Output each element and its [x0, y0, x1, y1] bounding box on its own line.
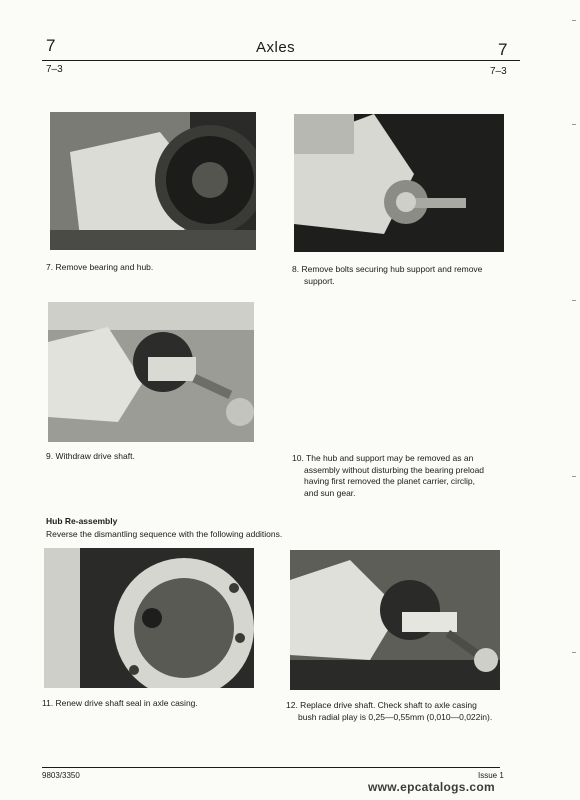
- chapter-number-left: 7: [46, 36, 56, 55]
- document-number: 9803/3350: [42, 771, 80, 780]
- step-7-caption: 7. Remove bearing and hub.: [46, 262, 154, 272]
- edge-mark: [572, 476, 576, 477]
- header-rule: [42, 60, 520, 61]
- step-12-line-2: bush radial play is 0,25—0,55mm (0,010—0,022in).: [298, 711, 493, 722]
- step-10-line-3: having first removed the planet carrier, circlip,: [304, 476, 476, 486]
- page-number-right: 7–3: [490, 66, 507, 77]
- step-12-caption: [286, 700, 492, 723]
- edge-mark: [572, 124, 576, 125]
- drive-shaft-replace-photo: [290, 550, 500, 690]
- watermark-link[interactable]: www.epcatalogs.com: [368, 780, 495, 794]
- axle-casing-seal-photo: [44, 548, 254, 688]
- hub-support-photo: [294, 114, 504, 252]
- page-title: Axles: [256, 39, 296, 56]
- step-12-line-1: 12. Replace drive shaft. Check shaft to axle casing: [286, 700, 477, 710]
- step-8-line-1: 8. Remove bolts securing hub support and remove: [292, 264, 483, 274]
- hub-and-bearing-photo: [50, 112, 256, 250]
- step-10-caption: [292, 453, 484, 499]
- edge-mark: [572, 300, 576, 301]
- section-title: Hub Re-assembly: [46, 516, 118, 526]
- footer-rule: [42, 767, 500, 768]
- edge-mark: [572, 652, 576, 653]
- step-10-line-4: and sun gear.: [304, 487, 356, 498]
- step-8-caption: [292, 264, 482, 287]
- step-10-line-2: assembly without disturbing the bearing preload: [304, 464, 485, 475]
- drive-shaft-withdraw-photo: [48, 302, 254, 442]
- section-intro: Reverse the dismantling sequence with the following additions.: [46, 529, 283, 539]
- edge-mark: [572, 20, 576, 21]
- step-9-caption: 9. Withdraw drive shaft.: [46, 451, 135, 461]
- issue-label: Issue 1: [478, 771, 504, 780]
- step-10-line-1: 10. The hub and support may be removed as an: [292, 453, 474, 463]
- chapter-number-right: 7: [498, 40, 508, 59]
- step-8-line-2: support.: [304, 275, 335, 286]
- page-number-left: 7–3: [46, 64, 63, 75]
- step-11-caption: 11. Renew drive shaft seal in axle casing.: [42, 698, 198, 708]
